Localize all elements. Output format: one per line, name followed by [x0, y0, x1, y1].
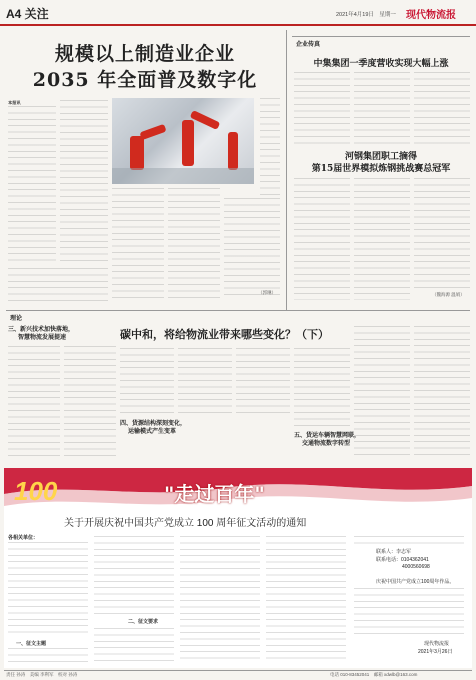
lead-byline: 本报讯: [8, 100, 21, 105]
theory-text-5: [236, 348, 290, 418]
factory-robot-photo: [112, 98, 254, 184]
logo-caption-en: Celebrating the 100th Anniversary of the Founding of The Communist Party of China: [14, 514, 88, 520]
notice-text-3: [180, 536, 260, 664]
enterprise-column-label: 企业传真: [296, 42, 321, 48]
theory-sub3-line1: 五、货运车辆智慧网联，: [294, 432, 361, 439]
notice-date: 2021年3月26日: [418, 649, 453, 655]
lead-text-column-2: [60, 100, 108, 264]
page-header: [0, 0, 476, 26]
notice-section-2: 二、征文要求: [128, 619, 159, 625]
lead-text-column-3: [112, 188, 164, 300]
enterprise-text-1b: [354, 72, 410, 144]
theory-text-8: [414, 326, 470, 456]
logo-caption: 庆祝中国共产党成立100周年: [14, 508, 65, 513]
notice-text-5a: [354, 536, 464, 546]
theory-sub3-line2: 交通物流数字转型: [302, 440, 351, 447]
enterprise-signature: （魏海源 温娟）: [432, 292, 465, 297]
theory-sub2-line2: 运输模式产生变革: [128, 428, 177, 435]
enterprise-headline-2-line1: 河钢集团职工摘得: [344, 152, 417, 162]
notice-section-1: 一、征文主题: [16, 641, 47, 647]
banner-title: "走过百年": [164, 482, 265, 506]
notice-text-5b: [354, 588, 464, 634]
footer-rule: [4, 670, 472, 671]
enterprise-text-2a: [294, 178, 350, 300]
contact-phone: 联系电话：0104362041: [376, 557, 429, 563]
lead-author: （郭琳）: [258, 290, 276, 295]
enterprise-text-2c: [414, 178, 470, 288]
notice-text-2b: [94, 628, 174, 664]
notice-org: 现代物流报: [424, 641, 450, 647]
lead-title-line1: 规模以上制造业企业: [54, 43, 235, 65]
issue-date: 2021年4月19日 星期一: [336, 12, 396, 18]
contact-phone-2: 4000560698: [402, 564, 430, 570]
enterprise-text-2b: [354, 178, 410, 300]
footer-editors: 责任 孙涛 美编 李利军 校对 孙涛: [6, 672, 78, 677]
theory-text-3: [120, 348, 174, 418]
notice-headline: 关于开展庆祝中国共产党成立 100 周年征文活动的通知: [64, 518, 307, 529]
contact-note: 庆祝中国共产党成立100周年作品。: [376, 579, 455, 585]
masthead-brand: 现代物流报: [406, 10, 456, 21]
theory-sub1-line1: 三、新兴技术加快落地，: [8, 326, 75, 333]
theory-headline: 碳中和，将给物流业带来哪些变化？（下）: [120, 328, 329, 341]
section-title: A4 关注: [6, 7, 49, 21]
enterprise-headline-1: 中集集团一季度营收实现大幅上涨: [313, 59, 449, 69]
lead-text-column-4: [168, 188, 220, 300]
enterprise-headline-2-line2: 第15届世界模拟炼钢挑战赛总冠军: [311, 164, 451, 174]
logo-number: 100: [14, 476, 58, 506]
notice-text-2: [94, 536, 174, 616]
theory-text-2: [64, 346, 116, 458]
notice-text-1b: [8, 648, 88, 664]
notice-text-4: [266, 536, 346, 664]
enterprise-text-1c: [414, 72, 470, 144]
theory-sub2-line1: 四、货源结构深刻变化，: [120, 420, 187, 427]
contact-person: 联系人：李志军: [376, 549, 412, 555]
notice-greeting: 各相关单位：: [8, 535, 39, 541]
notice-panel: [4, 468, 472, 668]
theory-text-7: [354, 326, 410, 456]
notice-text-1: [8, 542, 88, 638]
column-divider: [286, 30, 287, 310]
lead-text-column-3a: [260, 98, 280, 196]
theory-text-4: [178, 348, 232, 418]
lead-text-column-1: [8, 106, 56, 264]
enterprise-top-rule: [292, 36, 470, 37]
theory-sub1-line2: 智慧物流发展提速: [18, 334, 67, 341]
lead-text-column-5: [224, 198, 280, 296]
theory-column-label: 理论: [10, 316, 23, 322]
enterprise-text-1a: [294, 72, 350, 144]
footer-contact: 电话 010-83452041 邮箱 xdwlb@163.com: [330, 672, 418, 677]
theory-top-rule: [6, 310, 470, 311]
lead-title-line2: 2035 年全面普及数字化: [32, 69, 258, 91]
theory-text-1: [8, 346, 60, 458]
theory-text-6: [294, 348, 350, 428]
lead-text-column-1b: [8, 268, 108, 304]
